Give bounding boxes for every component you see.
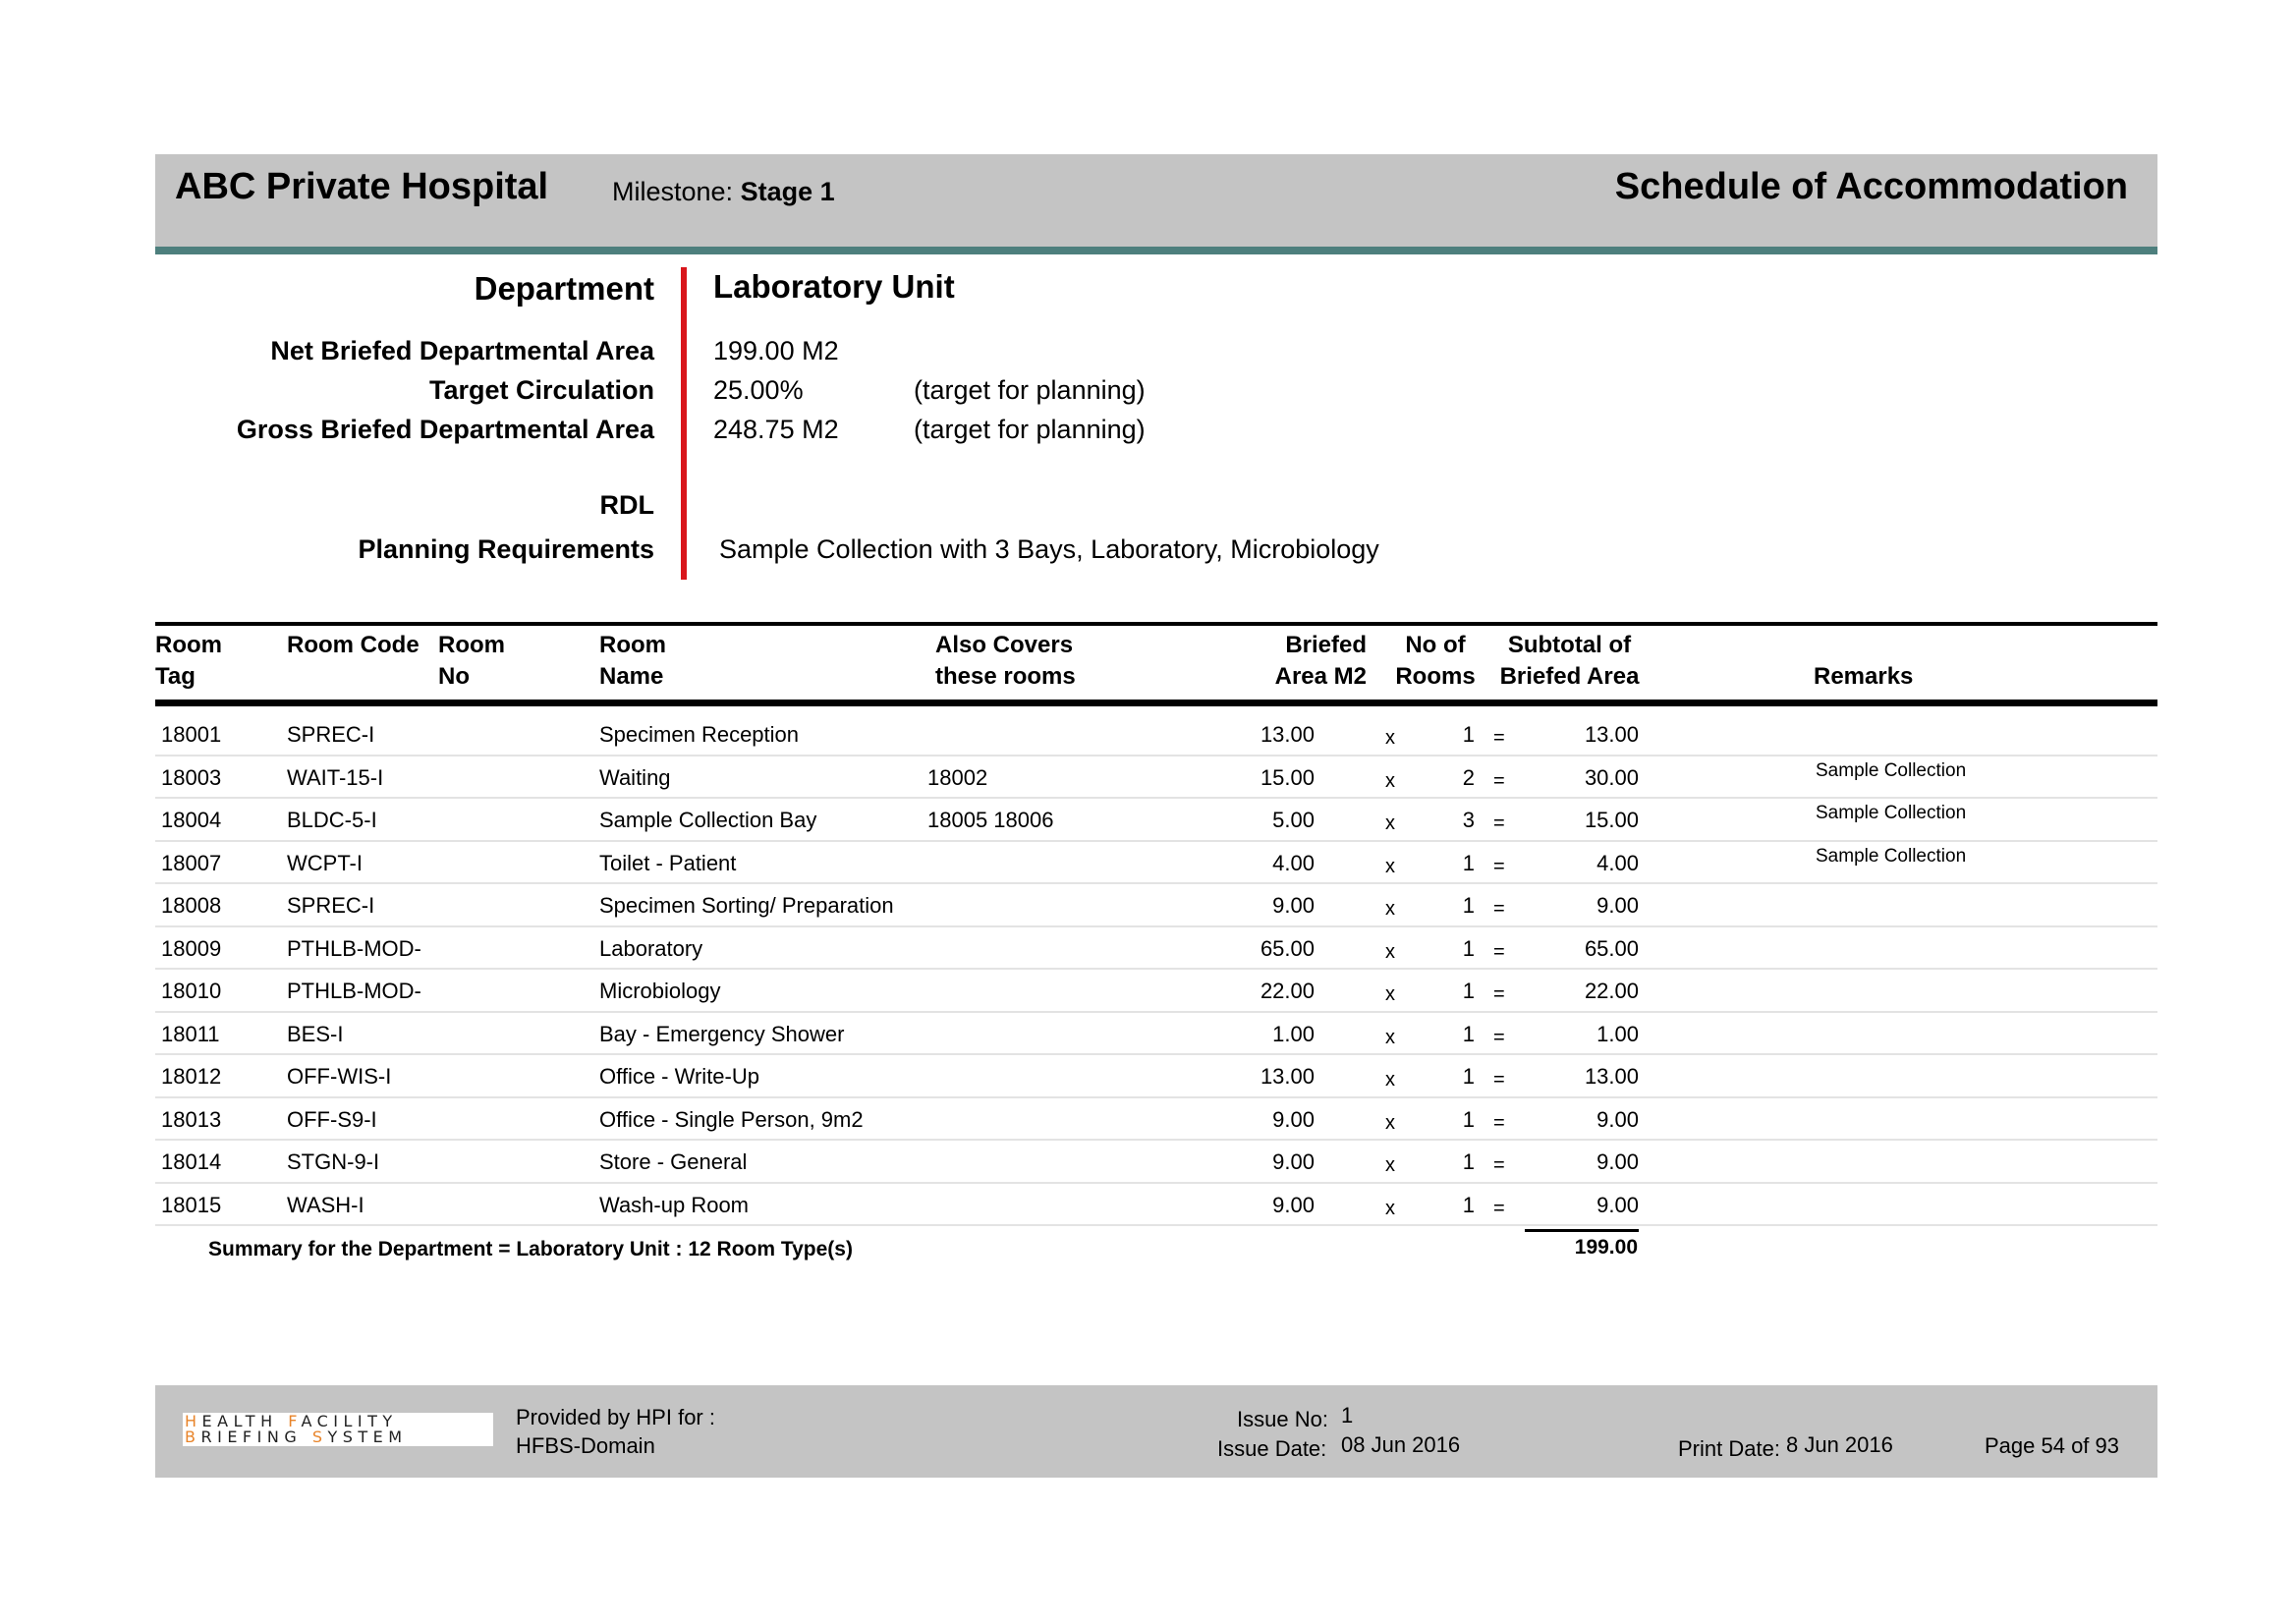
col-room-no: Room No bbox=[438, 632, 505, 690]
table-row bbox=[155, 884, 2157, 927]
table-top-rule bbox=[155, 622, 2157, 626]
table-row bbox=[155, 1098, 2157, 1142]
department-total: 199.00 bbox=[1574, 1236, 1638, 1259]
cell-room-name: Office - Single Person, 9m2 bbox=[599, 1106, 864, 1132]
cell-subtotal: 9.00 bbox=[1596, 1192, 1639, 1217]
cell-room-tag: 18001 bbox=[161, 722, 222, 747]
cell-subtotal: 4.00 bbox=[1596, 850, 1639, 875]
table-row bbox=[155, 970, 2157, 1013]
department-divider bbox=[681, 267, 687, 580]
cell-times: x bbox=[1385, 983, 1395, 1005]
cell-room-tag: 18010 bbox=[161, 979, 222, 1003]
print-date-label: Print Date: bbox=[1678, 1436, 1780, 1461]
col-also-covers: Also Covers these rooms bbox=[935, 632, 1076, 690]
cell-subtotal: 30.00 bbox=[1584, 764, 1639, 790]
circulation-value: 25.00% bbox=[713, 375, 804, 405]
table-row bbox=[155, 756, 2157, 800]
cell-times: x bbox=[1385, 769, 1395, 792]
cell-room-code: WAIT-15-I bbox=[287, 764, 384, 790]
col-room-name: Room Name bbox=[599, 632, 666, 690]
cell-room-name: Sample Collection Bay bbox=[599, 808, 817, 832]
cell-times: x bbox=[1385, 855, 1395, 877]
print-date: 8 Jun 2016 bbox=[1786, 1432, 1893, 1457]
gross-area-note: (target for planning) bbox=[914, 415, 1146, 444]
cell-room-count: 1 bbox=[1462, 893, 1475, 918]
cell-remarks: Sample Collection bbox=[1816, 759, 1967, 781]
cell-times: x bbox=[1385, 940, 1395, 963]
col-room-code: Room Code bbox=[287, 632, 420, 658]
cell-remarks: Sample Collection bbox=[1816, 803, 1967, 823]
cell-room-tag: 18011 bbox=[161, 1021, 220, 1046]
gross-area-value: 248.75 M2 bbox=[713, 415, 839, 444]
issue-no: 1 bbox=[1341, 1403, 1354, 1428]
cell-room-code: SPREC-I bbox=[287, 893, 375, 918]
cell-room-name: Bay - Emergency Shower bbox=[599, 1021, 845, 1046]
cell-room-count: 2 bbox=[1462, 764, 1475, 790]
cell-room-tag: 18013 bbox=[161, 1106, 222, 1132]
provided-by: Provided by HPI for : bbox=[516, 1405, 715, 1429]
cell-equals: = bbox=[1493, 855, 1505, 877]
cell-room-name: Toilet - Patient bbox=[599, 850, 737, 875]
cell-room-tag: 18007 bbox=[161, 850, 222, 875]
cell-briefed-area: 65.00 bbox=[1260, 935, 1315, 961]
header-divider bbox=[155, 247, 2157, 254]
report-footer bbox=[155, 1385, 2157, 1478]
cell-room-tag: 18004 bbox=[161, 808, 222, 832]
cell-times: x bbox=[1385, 898, 1395, 920]
total-rule bbox=[1525, 1229, 1639, 1232]
net-area-label: Net Briefed Departmental Area bbox=[270, 336, 654, 365]
table-row bbox=[155, 1055, 2157, 1098]
cell-room-name: Wash-up Room bbox=[599, 1192, 750, 1217]
col-remarks: Remarks bbox=[1814, 663, 1914, 690]
cell-room-tag: 18015 bbox=[161, 1192, 222, 1217]
table-row bbox=[155, 842, 2157, 885]
cell-room-name: Laboratory bbox=[599, 935, 703, 961]
table-row bbox=[155, 1141, 2157, 1184]
col-briefed-area: Briefed Area M2 bbox=[1274, 632, 1367, 690]
cell-times: x bbox=[1385, 1154, 1395, 1176]
cell-remarks: Sample Collection bbox=[1816, 845, 1967, 867]
cell-room-tag: 18012 bbox=[161, 1064, 222, 1089]
cell-briefed-area: 4.00 bbox=[1272, 850, 1315, 875]
table-row bbox=[155, 1013, 2157, 1056]
cell-also-covers: 18005 18006 bbox=[927, 808, 1054, 832]
cell-room-name: Waiting bbox=[599, 764, 671, 790]
logo-line-2: BRIEFING SYSTEM bbox=[185, 1428, 408, 1446]
issue-date-label: Issue Date: bbox=[1217, 1436, 1327, 1461]
department-label: Department bbox=[474, 270, 654, 307]
department-summary: Summary for the Department = Laboratory Unit : 12 Room Type(s) bbox=[208, 1238, 853, 1260]
cell-briefed-area: 9.00 bbox=[1272, 893, 1315, 918]
cell-room-count: 1 bbox=[1462, 722, 1475, 747]
table-row bbox=[155, 799, 2157, 842]
cell-subtotal: 9.00 bbox=[1596, 1106, 1639, 1132]
cell-equals: = bbox=[1493, 727, 1505, 749]
milestone-label: Milestone: bbox=[612, 177, 734, 206]
cell-room-count: 1 bbox=[1462, 979, 1475, 1003]
cell-room-name: Office - Write-Up bbox=[599, 1064, 759, 1089]
cell-room-count: 1 bbox=[1462, 1149, 1475, 1174]
cell-briefed-area: 13.00 bbox=[1260, 1064, 1315, 1089]
cell-room-count: 1 bbox=[1462, 935, 1475, 961]
cell-room-name: Specimen Sorting/ Preparation bbox=[599, 893, 894, 918]
cell-briefed-area: 9.00 bbox=[1272, 1192, 1315, 1217]
cell-also-covers: 18002 bbox=[927, 764, 988, 790]
col-subtotal: Subtotal of Briefed Area bbox=[1499, 632, 1640, 690]
circulation-label: Target Circulation bbox=[428, 375, 654, 405]
cell-room-tag: 18008 bbox=[161, 893, 222, 918]
rdl-label: RDL bbox=[599, 490, 654, 520]
room-table-body bbox=[155, 713, 2157, 1226]
logo-line-1: HEALTH FACILITY bbox=[185, 1412, 398, 1430]
cell-room-code: PTHLB-MOD- bbox=[287, 979, 421, 1003]
milestone bbox=[612, 177, 835, 207]
cell-room-code: WASH-I bbox=[287, 1192, 364, 1217]
cell-times: x bbox=[1385, 1026, 1395, 1048]
cell-room-count: 1 bbox=[1462, 1192, 1475, 1217]
table-header-rule bbox=[155, 700, 2157, 706]
cell-times: x bbox=[1385, 812, 1395, 834]
table-row bbox=[155, 713, 2157, 756]
cell-times: x bbox=[1385, 1069, 1395, 1091]
cell-equals: = bbox=[1493, 898, 1505, 920]
cell-room-code: SPREC-I bbox=[287, 722, 375, 747]
net-area-value: 199.00 M2 bbox=[713, 336, 839, 365]
cell-room-count: 1 bbox=[1462, 850, 1475, 875]
cell-briefed-area: 9.00 bbox=[1272, 1106, 1315, 1132]
table-row bbox=[155, 1184, 2157, 1227]
hfbs-logo bbox=[183, 1413, 493, 1446]
cell-room-count: 1 bbox=[1462, 1064, 1475, 1089]
cell-subtotal: 13.00 bbox=[1584, 1064, 1639, 1089]
cell-room-name: Store - General bbox=[599, 1149, 748, 1174]
cell-room-code: STGN-9-I bbox=[287, 1149, 380, 1174]
cell-equals: = bbox=[1493, 1197, 1505, 1219]
report-title: Schedule of Accommodation bbox=[1614, 166, 2128, 207]
cell-subtotal: 22.00 bbox=[1584, 979, 1639, 1003]
issue-no-label: Issue No: bbox=[1237, 1407, 1328, 1431]
cell-briefed-area: 1.00 bbox=[1272, 1021, 1315, 1046]
cell-room-code: WCPT-I bbox=[287, 850, 363, 875]
cell-briefed-area: 22.00 bbox=[1260, 979, 1315, 1003]
cell-subtotal: 15.00 bbox=[1584, 808, 1639, 832]
page-number: Page 54 of 93 bbox=[1985, 1433, 2120, 1458]
gross-area-label: Gross Briefed Departmental Area bbox=[236, 415, 654, 444]
cell-room-name: Specimen Reception bbox=[599, 722, 800, 747]
cell-equals: = bbox=[1493, 1154, 1505, 1176]
cell-subtotal: 13.00 bbox=[1584, 722, 1639, 747]
cell-subtotal: 9.00 bbox=[1596, 1149, 1639, 1174]
cell-subtotal: 9.00 bbox=[1596, 893, 1639, 918]
cell-room-code: OFF-S9-I bbox=[287, 1106, 377, 1132]
issue-date: 08 Jun 2016 bbox=[1341, 1432, 1461, 1457]
planning-value: Sample Collection with 3 Bays, Laboratory, Microbiology bbox=[719, 534, 1379, 564]
cell-times: x bbox=[1385, 1111, 1395, 1134]
milestone-value: Stage 1 bbox=[740, 177, 835, 206]
cell-equals: = bbox=[1493, 769, 1505, 792]
cell-times: x bbox=[1385, 1197, 1395, 1219]
report-header bbox=[155, 154, 2157, 247]
cell-room-code: BES-I bbox=[287, 1021, 344, 1046]
cell-briefed-area: 9.00 bbox=[1272, 1149, 1315, 1174]
cell-equals: = bbox=[1493, 1026, 1505, 1048]
hospital-name: ABC Private Hospital bbox=[175, 166, 549, 207]
cell-times: x bbox=[1385, 727, 1395, 749]
cell-room-code: PTHLB-MOD- bbox=[287, 935, 421, 961]
department-name: Laboratory Unit bbox=[713, 268, 955, 305]
cell-room-tag: 18014 bbox=[161, 1149, 222, 1174]
planning-label: Planning Requirements bbox=[358, 534, 654, 564]
cell-room-code: BLDC-5-I bbox=[287, 808, 377, 832]
cell-room-tag: 18003 bbox=[161, 764, 222, 790]
provider-domain: HFBS-Domain bbox=[516, 1433, 655, 1458]
cell-room-tag: 18009 bbox=[161, 935, 222, 961]
cell-subtotal: 1.00 bbox=[1596, 1021, 1639, 1046]
cell-equals: = bbox=[1493, 940, 1505, 963]
cell-equals: = bbox=[1493, 812, 1505, 834]
cell-equals: = bbox=[1493, 983, 1505, 1005]
cell-equals: = bbox=[1493, 1069, 1505, 1091]
cell-room-code: OFF-WIS-I bbox=[287, 1064, 392, 1089]
circulation-note: (target for planning) bbox=[914, 375, 1146, 405]
cell-room-name: Microbiology bbox=[599, 979, 721, 1003]
cell-equals: = bbox=[1493, 1111, 1505, 1134]
col-room-tag: Room Tag bbox=[155, 632, 222, 690]
cell-room-count: 1 bbox=[1462, 1021, 1475, 1046]
col-no-of-rooms: No of Rooms bbox=[1395, 632, 1476, 690]
cell-briefed-area: 15.00 bbox=[1260, 764, 1315, 790]
cell-room-count: 1 bbox=[1462, 1106, 1475, 1132]
cell-room-count: 3 bbox=[1462, 808, 1475, 832]
cell-subtotal: 65.00 bbox=[1584, 935, 1639, 961]
table-row bbox=[155, 927, 2157, 971]
cell-briefed-area: 13.00 bbox=[1260, 722, 1315, 747]
cell-briefed-area: 5.00 bbox=[1272, 808, 1315, 832]
